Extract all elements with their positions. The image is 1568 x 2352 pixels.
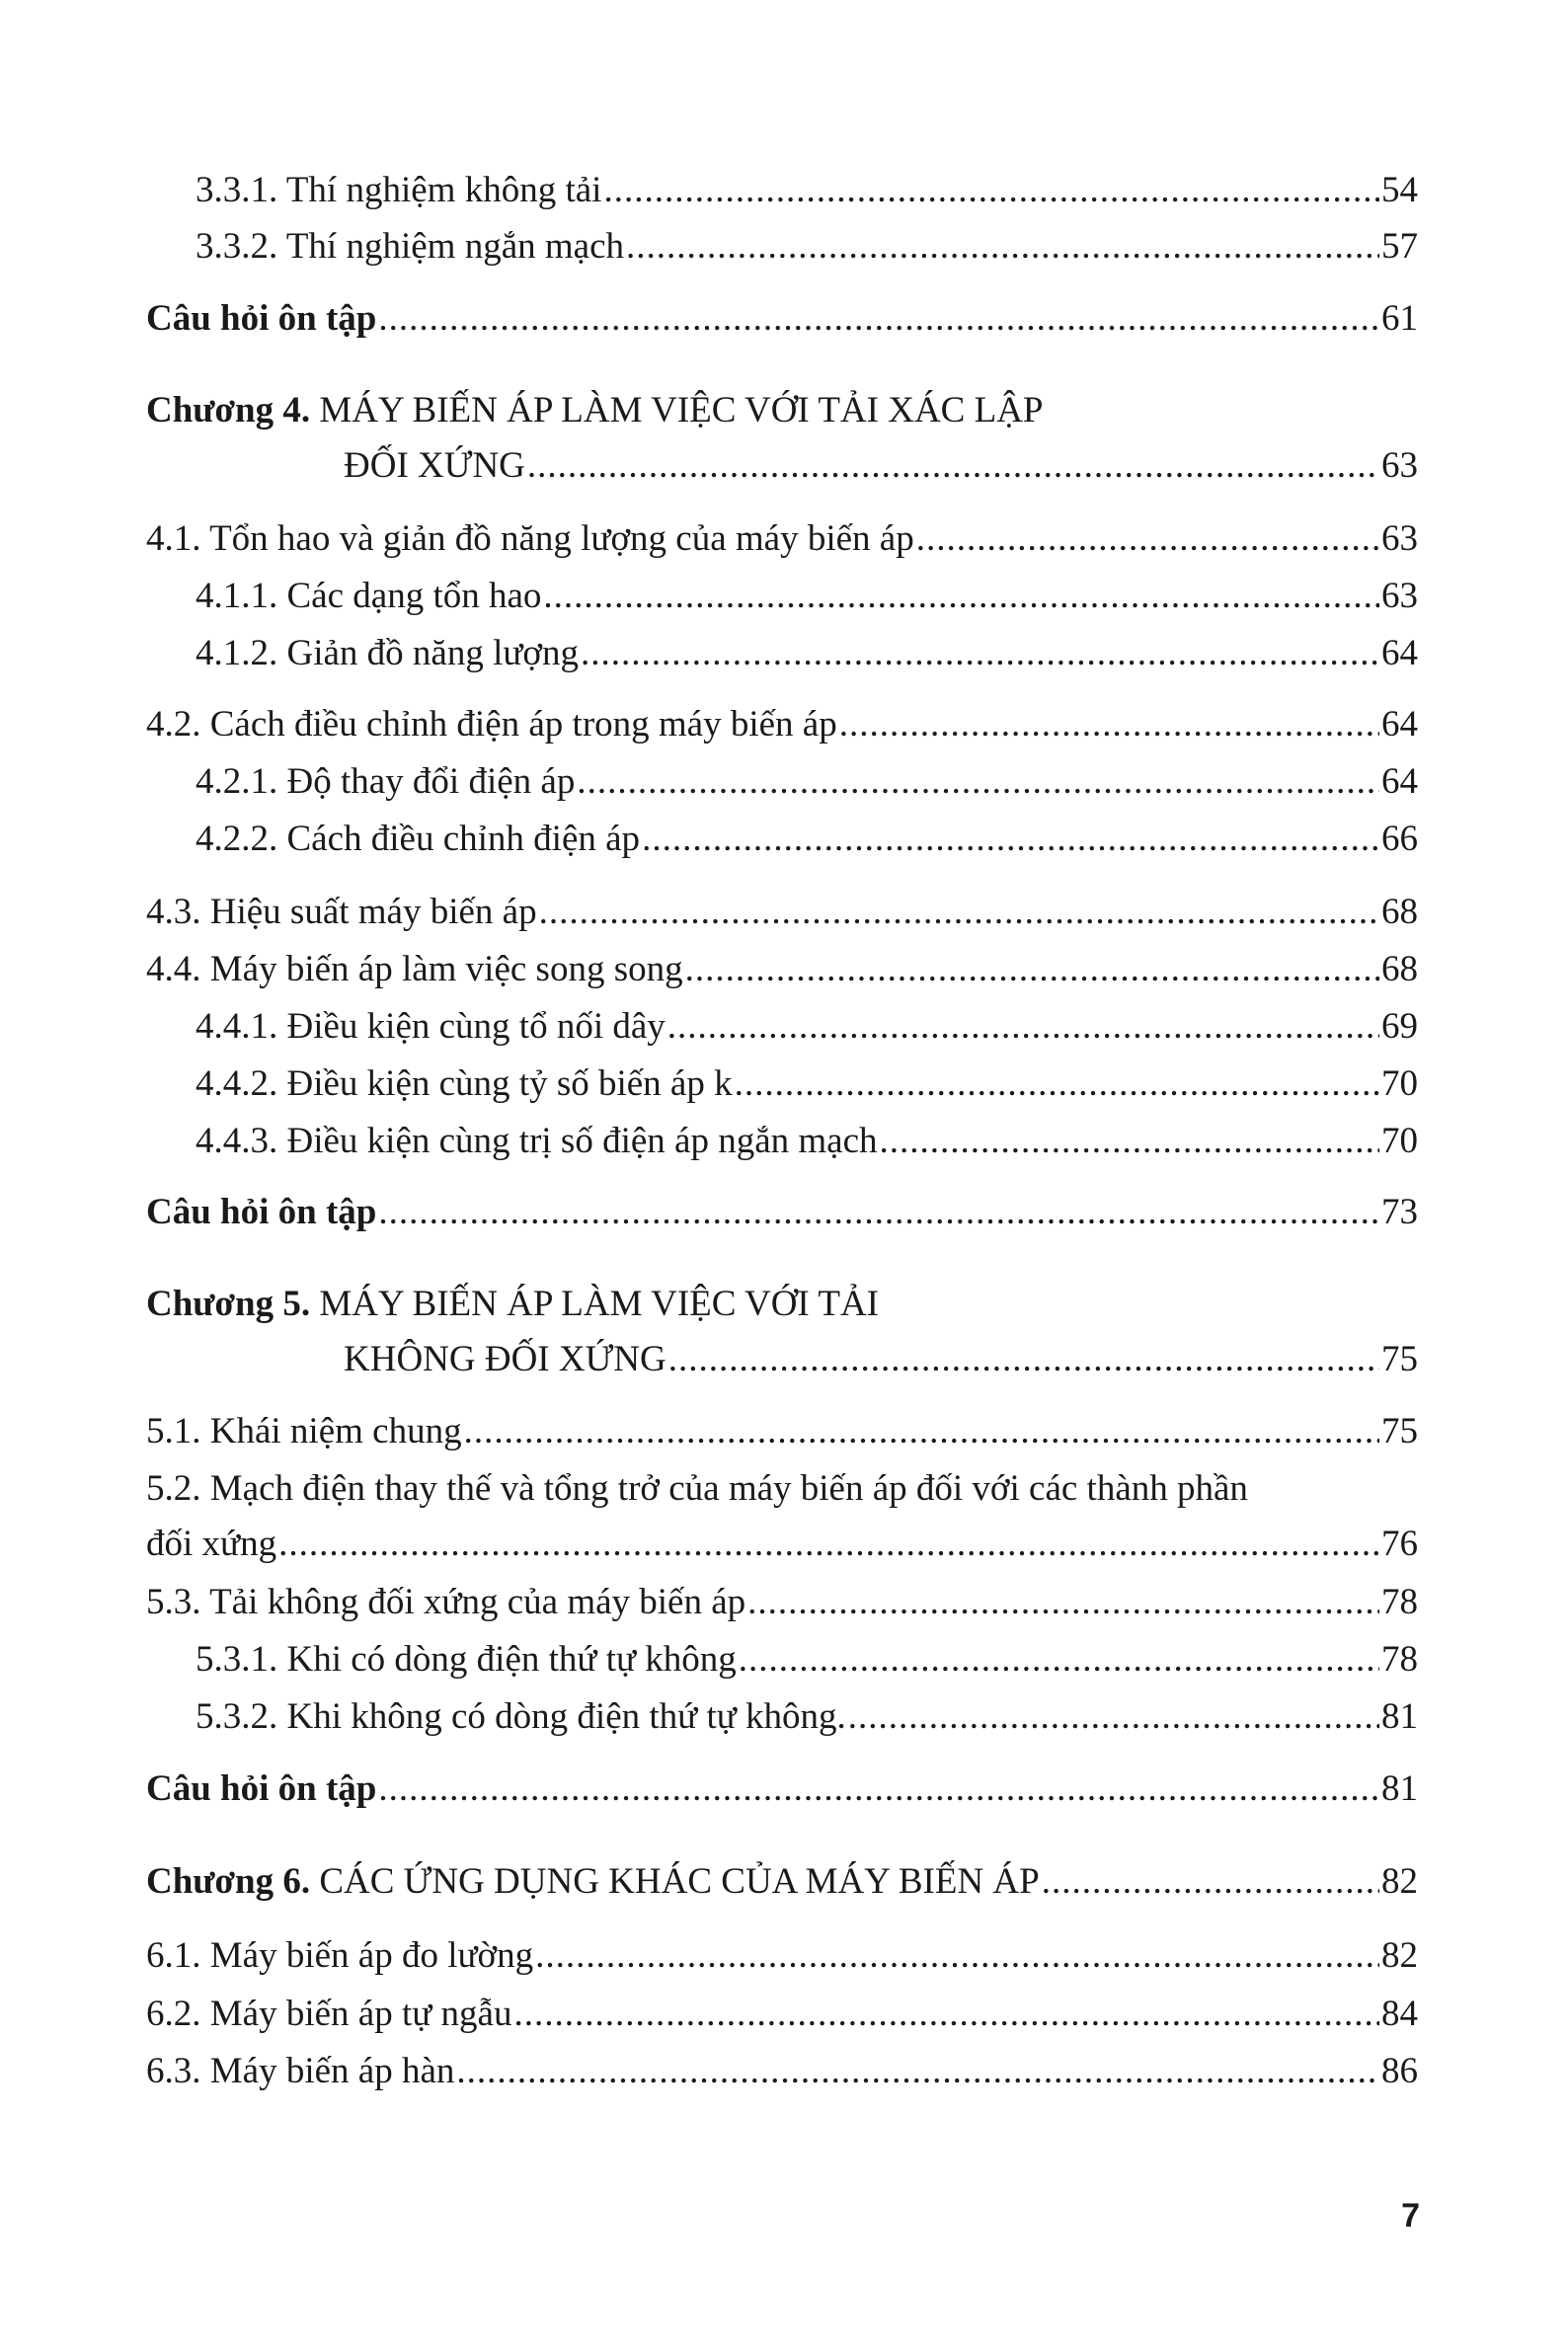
toc-entry-label: 4.4. Máy biến áp làm việc song song [146, 949, 683, 989]
toc-entry-page: 70 [1381, 1121, 1418, 1161]
toc-entry [146, 1928, 1418, 1984]
toc-entry [146, 511, 1418, 567]
toc-entry-label: 4.4.2. Điều kiện cùng tỷ số biến áp k [196, 1063, 733, 1104]
toc-entry [196, 1057, 1418, 1112]
toc-entry [146, 942, 1418, 997]
dot-leader [513, 1987, 1379, 2042]
chapter-title: MÁY BIẾN ÁP LÀM VIỆC VỚI TẢI XÁC LẬP [319, 390, 1044, 431]
toc-entry [146, 885, 1418, 940]
toc-entry-label: 6.2. Máy biến áp tự ngẫu [146, 1994, 512, 2034]
toc-entry-page: 64 [1381, 704, 1418, 745]
toc-entry [146, 1461, 1418, 1517]
toc-entry-page: 76 [1381, 1524, 1418, 1564]
toc-entry [196, 1689, 1418, 1745]
dot-leader [642, 812, 1379, 867]
toc-entry-page: 64 [1381, 633, 1418, 673]
dot-leader [880, 1114, 1380, 1169]
toc-entry-label: 5.3. Tải không đối xứng của máy biến áp [146, 1582, 746, 1622]
toc-entry-page: 69 [1381, 1006, 1418, 1047]
toc-entry [196, 219, 1418, 274]
chapter-prefix: Chương 6. [146, 1861, 311, 1902]
dot-leader [667, 999, 1379, 1055]
toc-entry-page: 78 [1381, 1639, 1418, 1680]
dot-leader [539, 885, 1379, 940]
toc-entry [196, 1632, 1418, 1687]
toc-entry-label: Câu hỏi ôn tập [146, 298, 377, 339]
toc-entry-page: 64 [1381, 761, 1418, 802]
chapter-heading [146, 1854, 1418, 1910]
toc-entry-page: 61 [1381, 298, 1418, 339]
chapter-title: CÁC ỨNG DỤNG KHÁC CỦA MÁY BIẾN ÁP [319, 1861, 1040, 1902]
dot-leader [747, 1575, 1379, 1630]
toc-entry [196, 626, 1418, 681]
toc-entry-page: 68 [1381, 949, 1418, 989]
dot-leader [916, 511, 1379, 567]
toc-entry-page: 68 [1381, 892, 1418, 932]
chapter-heading [146, 1277, 1418, 1332]
dot-leader [626, 219, 1379, 274]
toc-entry [344, 438, 1418, 494]
dot-leader [1042, 1854, 1379, 1910]
toc-entry-label: 3.3.1. Thí nghiệm không tải [196, 170, 602, 210]
toc-entry-label: 6.3. Máy biến áp hàn [146, 2051, 455, 2091]
toc-entry-page: 84 [1381, 1994, 1418, 2034]
toc-entry [146, 697, 1418, 752]
page-number: 7 [1401, 2197, 1420, 2234]
toc-entry [196, 812, 1418, 867]
toc-entry-label: 4.1.2. Giản đồ năng lượng [196, 633, 579, 673]
toc-entry-page: 66 [1381, 819, 1418, 859]
toc-entry-label: 4.1. Tổn hao và giản đồ năng lượng của máy biến áp [146, 518, 914, 559]
toc-entry [344, 1332, 1418, 1387]
toc-entry-label: 4.2.2. Cách điều chỉnh điện áp [196, 819, 641, 859]
toc-entry-label: 4.4.3. Điều kiện cùng trị số điện áp ngắn mạch [196, 1121, 878, 1161]
dot-leader [685, 942, 1379, 997]
toc-entry-label: 3.3.2. Thí nghiệm ngắn mạch [196, 226, 624, 267]
dot-leader [464, 1404, 1379, 1459]
chapter-heading [146, 383, 1418, 438]
toc-entry-page: 82 [1381, 1935, 1418, 1976]
toc-entry-page: 75 [1381, 1411, 1418, 1451]
toc-entry [146, 291, 1418, 347]
toc-entry-label: 5.2. Mạch điện thay thế và tổng trở của máy biến áp đối với các thành phần [146, 1468, 1248, 1509]
toc-entry-page: 54 [1381, 170, 1418, 210]
toc-entry [146, 1762, 1418, 1817]
toc-entry-label: 4.3. Hiệu suất máy biến áp [146, 892, 537, 932]
toc-entry-label: KHÔNG ĐỐI XỨNG [344, 1339, 666, 1379]
dot-leader [577, 754, 1379, 810]
toc-entry [196, 999, 1418, 1055]
toc-entry-page: 73 [1381, 1192, 1418, 1232]
toc-entry-page: 82 [1381, 1861, 1418, 1902]
toc-entry-label: 4.2. Cách điều chỉnh điện áp trong máy biến áp [146, 704, 837, 745]
dot-leader [378, 291, 1379, 347]
dot-leader [535, 1928, 1379, 1984]
chapter-title: MÁY BIẾN ÁP LÀM VIỆC VỚI TẢI [319, 1284, 879, 1324]
toc-entry-page: 86 [1381, 2051, 1418, 2091]
dot-leader [668, 1332, 1379, 1387]
toc-entry-label: ĐỐI XỨNG [344, 445, 525, 486]
dot-leader [848, 1689, 1379, 1745]
dot-leader [603, 163, 1379, 218]
toc-entry-label: 6.1. Máy biến áp đo lường [146, 1935, 534, 1976]
toc-entry-label: 5.3.2. Khi không có dòng điện thứ tự không. [196, 1696, 846, 1737]
dot-leader [278, 1517, 1379, 1572]
chapter-prefix: Chương 4. [146, 390, 311, 431]
dot-leader [735, 1057, 1379, 1112]
toc-entry-page: 81 [1381, 1768, 1418, 1809]
toc-entry-label: Câu hỏi ôn tập [146, 1192, 377, 1232]
dot-leader [581, 626, 1379, 681]
toc-entry-label: 5.1. Khái niệm chung [146, 1411, 462, 1451]
toc-entry [146, 1517, 1418, 1572]
toc-entry [196, 163, 1418, 218]
toc-entry-label: 5.3.1. Khi có dòng điện thứ tự không [196, 1639, 737, 1680]
toc-entry [146, 1987, 1418, 2042]
toc-entry-label: Câu hỏi ôn tập [146, 1768, 377, 1809]
chapter-prefix: Chương 5. [146, 1284, 311, 1324]
toc-entry-page: 81 [1381, 1696, 1418, 1737]
toc-entry-page: 75 [1381, 1339, 1418, 1379]
toc-entry [146, 2044, 1418, 2099]
dot-leader [839, 697, 1379, 752]
dot-leader [378, 1762, 1379, 1817]
toc-entry-page: 78 [1381, 1582, 1418, 1622]
toc-entry-label: 4.4.1. Điều kiện cùng tổ nối dây [196, 1006, 666, 1047]
toc-entry-label: đối xứng [146, 1524, 277, 1564]
dot-leader [378, 1185, 1379, 1240]
toc-entry [146, 1185, 1418, 1240]
toc-entry [146, 1575, 1418, 1630]
toc-entry [196, 1114, 1418, 1169]
toc-entry-page: 70 [1381, 1063, 1418, 1104]
dot-leader [739, 1632, 1379, 1687]
toc-entry-page: 57 [1381, 226, 1418, 267]
toc-entry [196, 569, 1418, 624]
toc-entry-page: 63 [1381, 576, 1418, 616]
dot-leader [527, 438, 1379, 494]
toc-entry-page: 63 [1381, 445, 1418, 486]
toc-entry-label: 4.2.1. Độ thay đổi điện áp [196, 761, 576, 802]
toc-entry-label: 4.1.1. Các dạng tổn hao [196, 576, 542, 616]
dot-leader [543, 569, 1379, 624]
dot-leader [456, 2044, 1379, 2099]
toc-entry [196, 754, 1418, 810]
toc-entry [146, 1404, 1418, 1459]
toc-entry-page: 63 [1381, 518, 1418, 559]
